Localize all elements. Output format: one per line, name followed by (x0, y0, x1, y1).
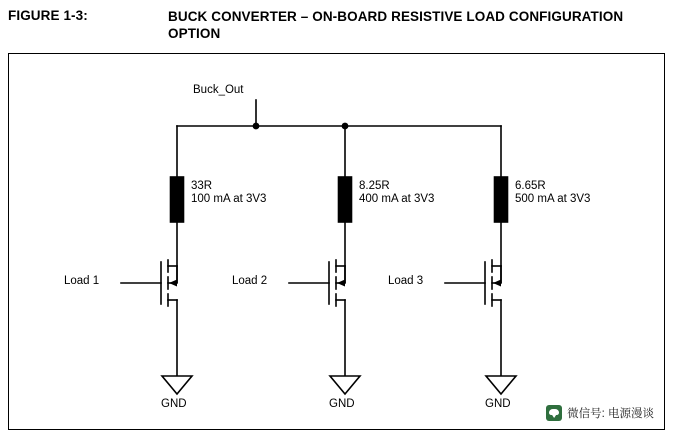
net-label-buck-out: Buck_Out (193, 84, 244, 96)
mosfet-1-arrow (169, 280, 177, 287)
mosfet-3 (445, 260, 501, 376)
resistor-1-value: 33R (191, 180, 213, 192)
watermark (546, 405, 654, 421)
figure-frame (8, 53, 665, 430)
mosfet-2 (289, 260, 345, 376)
figure-number: FIGURE 1-3: (8, 8, 88, 23)
wechat-icon (546, 405, 562, 421)
resistor-1-note: 100 mA at 3V3 (191, 193, 267, 205)
ground-3-label: GND (485, 398, 511, 410)
watermark-text: 微信号: 电源漫谈 (567, 408, 654, 420)
figure-title: BUCK CONVERTER – ON-BOARD RESISTIVE LOAD CONFIGURATION OPTION (168, 9, 624, 41)
resistor-3-value: 6.65R (515, 180, 546, 192)
mosfet-3-arrow (493, 280, 501, 287)
schematic-drawing (9, 54, 663, 428)
resistor-2-value: 8.25R (359, 180, 390, 192)
ground-1-label: GND (161, 398, 187, 410)
load-1-label: Load 1 (64, 275, 100, 287)
ground-2-label: GND (329, 398, 355, 410)
ground-symbols (162, 376, 516, 394)
mosfet-1 (121, 260, 177, 376)
resistor-2-note: 400 mA at 3V3 (359, 193, 435, 205)
resistor-3-note: 500 mA at 3V3 (515, 193, 591, 205)
load-3-label: Load 3 (388, 275, 424, 287)
mosfet-2-arrow (337, 280, 345, 287)
load-2-label: Load 2 (232, 275, 268, 287)
